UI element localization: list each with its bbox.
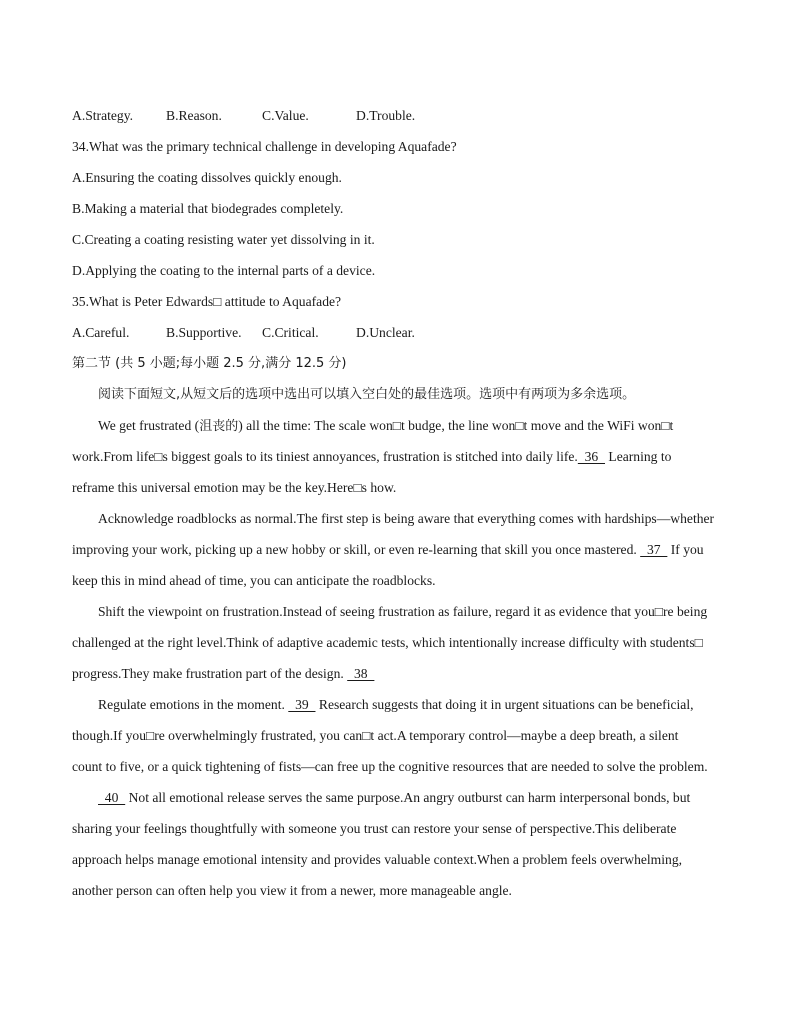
- p1-text-c: ) all the time: The scale won□t budge, the line won□t move and the WiFi won□t: [238, 418, 674, 433]
- q33-option-a: A.Strategy.: [72, 108, 134, 123]
- passage-p2-line1: Acknowledge roadblocks as normal.The first step is being aware that everything comes with hardships—whether: [98, 511, 715, 526]
- section-heading: 第二节 (共 5 小题;每小题 2.5 分,满分 12.5 分): [72, 356, 347, 371]
- p1-text-a: We get frustrated (: [98, 418, 200, 433]
- passage-p4-line2: though.If you□re overwhelmingly frustrated, you can□t act.A temporary control—maybe a deep breath, a silent: [72, 728, 679, 743]
- q34-option-c: C.Creating a coating resisting water yet dissolving in it.: [72, 232, 375, 247]
- q35-option-b: B.Supportive.: [166, 325, 242, 340]
- passage-p5-line1: [98, 789, 690, 807]
- q33-options: [72, 107, 415, 125]
- passage-p3-line2: challenged at the right level.Think of adaptive academic tests, which intentionally increase difficulty with students□: [72, 635, 703, 650]
- p2-line2-tail: If you: [667, 542, 704, 557]
- q34-stem: 34.What was the primary technical challenge in developing Aquafade?: [72, 139, 457, 154]
- blank-39: 39: [288, 697, 316, 712]
- blank-37: 37: [640, 542, 668, 557]
- blank-40: 40: [98, 790, 126, 805]
- passage-p5-line2: sharing your feelings thoughtfully with someone you trust can restore your sense of perspective.This deliberate: [72, 821, 677, 836]
- q33-option-b: B.Reason.: [166, 108, 222, 123]
- p4-line1-tail: Research suggests that doing it in urgent situations can be beneficial,: [315, 697, 694, 712]
- blank-38: 38: [347, 666, 375, 681]
- blank-36: 36: [577, 449, 606, 464]
- q35-option-c: C.Critical.: [262, 325, 319, 340]
- passage-p4-line1: [98, 696, 694, 714]
- q33-option-d: D.Trouble.: [356, 108, 416, 123]
- passage-p1-line3: reframe this universal emotion may be the key.Here□s how.: [72, 480, 397, 495]
- q35-options: [72, 324, 415, 342]
- p3-line3-text: progress.They make frustration part of the design.: [72, 666, 344, 681]
- passage-p4-line3: count to five, or a quick tightening of fists—can free up the cognitive resources that are needed to solve the problem.: [72, 759, 708, 774]
- p5-line1-text: Not all emotional release serves the same purpose.An angry outburst can harm interpersonal bonds, but: [125, 790, 691, 805]
- q34-option-b: B.Making a material that biodegrades completely.: [72, 201, 344, 216]
- p1-chinese-gloss: 沮丧的: [199, 419, 239, 434]
- section-instruction: 阅读下面短文,从短文后的选项中选出可以填入空白处的最佳选项。选项中有两项为多余选项。: [98, 387, 636, 402]
- q34-option-a: A.Ensuring the coating dissolves quickly enough.: [72, 170, 342, 185]
- p2-line2-text: improving your work, picking up a new hobby or skill, or even re-learning that skill you once mastered.: [72, 542, 637, 557]
- passage-p3-line3: [72, 665, 374, 683]
- passage-p1-line1: [98, 417, 673, 436]
- passage-p5-line4: another person can often help you view it from a newer, more manageable angle.: [72, 883, 512, 898]
- q35-option-a: A.Careful.: [72, 325, 130, 340]
- p1-line2-text: work.From life□s biggest goals to its tiniest annoyances, frustration is stitched into daily life.: [72, 449, 578, 464]
- q34-option-d: D.Applying the coating to the internal parts of a device.: [72, 263, 376, 278]
- p4-line1-text: Regulate emotions in the moment.: [98, 697, 285, 712]
- passage-p2-line2: [72, 541, 704, 559]
- passage-p5-line3: approach helps manage emotional intensity and provides valuable context.When a problem feels overwhelming,: [72, 852, 683, 867]
- q35-stem: 35.What is Peter Edwards□ attitude to Aquafade?: [72, 294, 342, 309]
- q35-option-d: D.Unclear.: [356, 325, 415, 340]
- p1-line2-tail: Learning to: [605, 449, 672, 464]
- q33-option-c: C.Value.: [262, 108, 309, 123]
- passage-p2-line3: keep this in mind ahead of time, you can anticipate the roadblocks.: [72, 573, 436, 588]
- passage-p1-line2: [72, 448, 671, 466]
- passage-p3-line1: Shift the viewpoint on frustration.Instead of seeing frustration as failure, regard it as evidence that you□re being: [98, 604, 708, 619]
